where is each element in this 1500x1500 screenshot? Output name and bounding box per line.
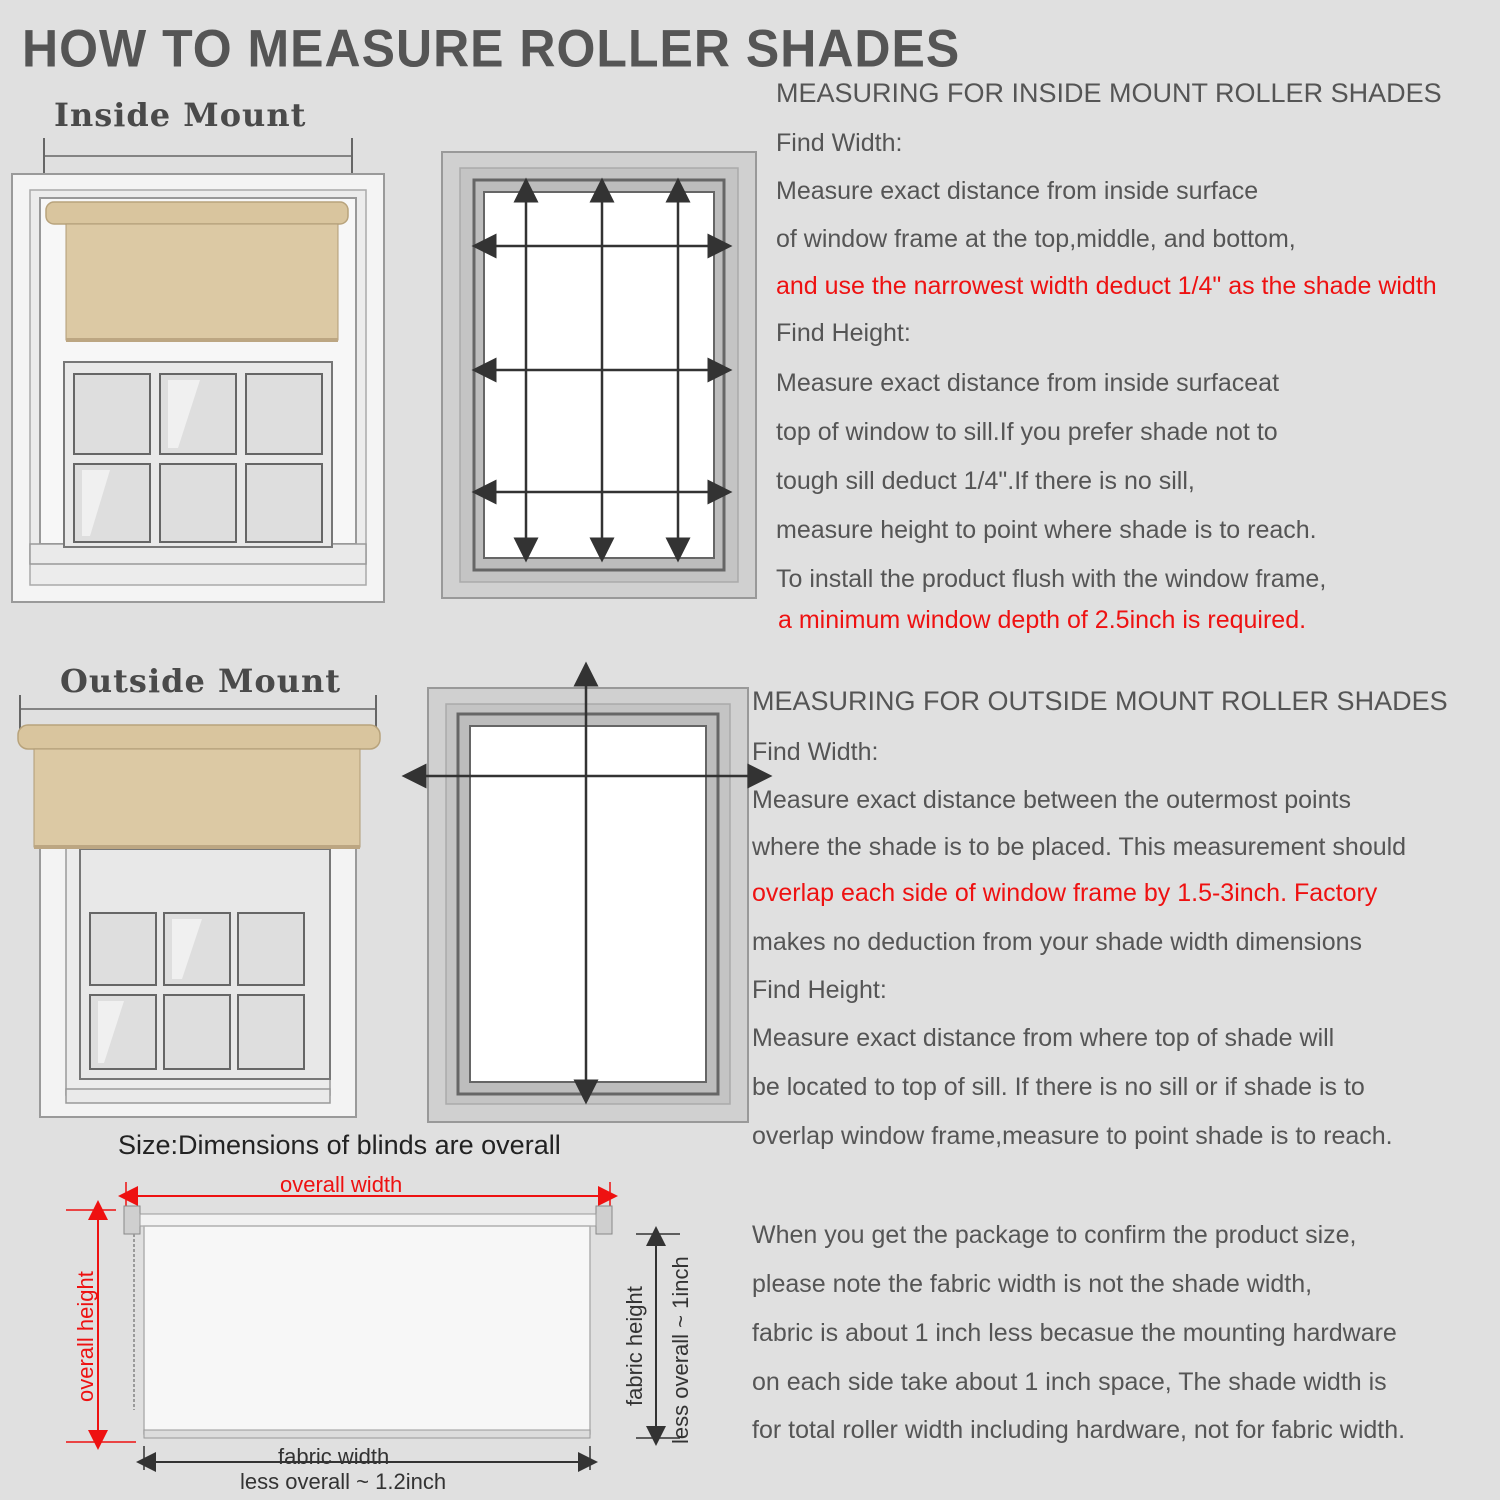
package-note-line-4: on each side take about 1 inch space, The shade width is [752,1368,1387,1396]
inside-flush-line: To install the product flush with the window frame, [776,565,1327,593]
outside-height-line-3: overlap window frame,measure to point shade is to reach. [752,1122,1393,1150]
outside-mount-label: Outside Mount [60,662,342,700]
inside-mount-window-illustration [0,130,400,610]
package-note-line-1: When you get the package to confirm the product size, [752,1221,1357,1249]
package-note-line-2: please note the fabric width is not the shade width, [752,1270,1313,1298]
outside-mount-window-illustration [0,695,400,1125]
package-note-line-5: for total roller width including hardware, not for fabric width. [752,1416,1406,1444]
overall-width-label: overall width [280,1172,403,1197]
fabric-height-label: fabric height [622,1286,647,1406]
inside-mount-heading: MEASURING FOR INSIDE MOUNT ROLLER SHADES [776,78,1442,108]
inside-width-red-note: and use the narrowest width deduct 1/4" as the shade width [776,272,1437,300]
inside-width-line-2: of window frame at the top,middle, and bottom, [776,225,1296,253]
outside-find-height-label: Find Height: [752,976,887,1004]
inside-mount-label: Inside Mount [54,96,307,134]
inside-height-line-4: measure height to point where shade is to reach. [776,516,1317,544]
outside-width-line-2: where the shade is to be placed. This measurement should [752,833,1407,861]
outside-mount-heading: MEASURING FOR OUTSIDE MOUNT ROLLER SHADES [752,686,1448,716]
inside-height-line-2: top of window to sill.If you prefer shade not to [776,418,1278,446]
inside-height-line-1: Measure exact distance from inside surfaceat [776,369,1280,397]
fabric-width-note: less overall ~ 1.2inch [240,1469,447,1494]
outside-find-width-label: Find Width: [752,738,879,766]
inside-height-line-3: tough sill deduct 1/4".If there is no sill, [776,467,1195,495]
outside-height-line-2: be located to top of sill. If there is no sill or if shade is to [752,1073,1365,1101]
inside-depth-red-note: a minimum window depth of 2.5inch is required. [778,606,1307,634]
package-note-line-3: fabric is about 1 inch less becasue the mounting hardware [752,1319,1397,1347]
fabric-height-note: less overall ~ 1inch [668,1256,693,1444]
outside-width-line-1: Measure exact distance between the outermost points [752,786,1351,814]
size-caption: Size:Dimensions of blinds are overall [118,1130,561,1160]
inside-find-width-label: Find Width: [776,129,903,157]
outside-width-red-note: overlap each side of window frame by 1.5-3inch. Factory [752,879,1378,907]
inside-mount-measure-diagram [440,150,760,600]
outside-width-line-3: makes no deduction from your shade width dimensions [752,928,1363,956]
outside-height-line-1: Measure exact distance from where top of shade will [752,1024,1335,1052]
outside-mount-measure-diagram [410,670,770,1130]
overall-height-label: overall height [73,1271,98,1402]
inside-width-line-1: Measure exact distance from inside surface [776,177,1259,205]
inside-find-height-label: Find Height: [776,319,911,347]
fabric-width-label: fabric width [278,1444,390,1469]
page-title: HOW TO MEASURE ROLLER SHADES [22,19,961,78]
